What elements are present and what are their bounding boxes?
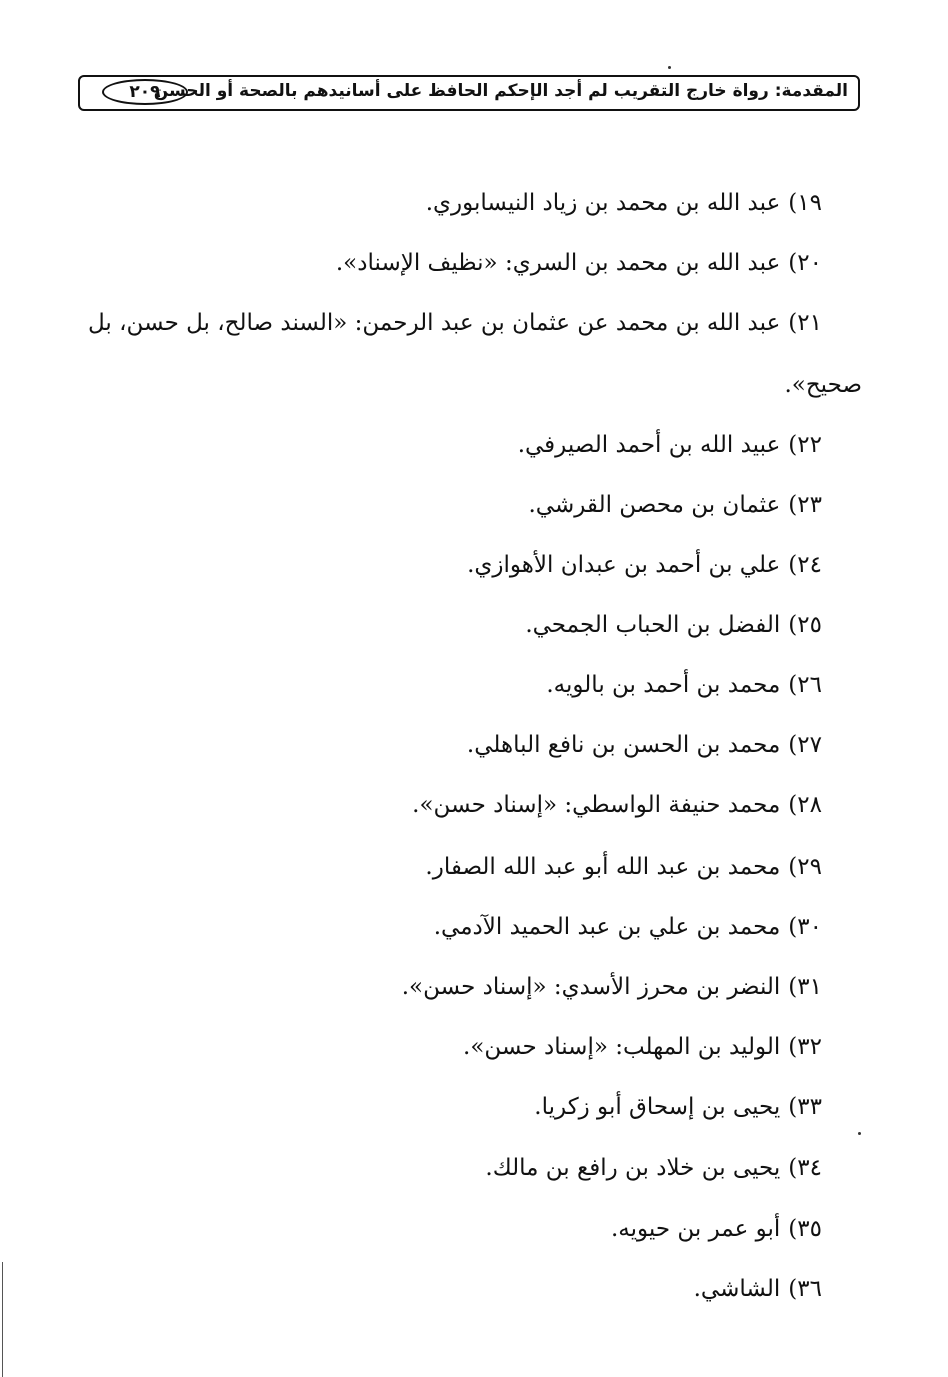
item-number: ٢٤) <box>788 552 822 578</box>
item-number: ٢٩) <box>788 854 822 880</box>
item-text: محمد بن علي بن عبد الحميد الآدمي. <box>433 914 781 940</box>
list-item <box>426 190 822 216</box>
list-item <box>336 250 822 276</box>
header-title: المقدمة: رواة خارج التقريب لم أجد الإحكم الحافظ على أسانيدهم بالصحة أو الحسن <box>153 81 848 101</box>
item-number: ٢٠) <box>788 250 822 276</box>
item-text: يحيى بن خلاد بن رافع بن مالك. <box>485 1155 781 1181</box>
item-text: محمد حنيفة الواسطي: «إسناد حسن». <box>412 792 781 818</box>
list-item-continuation: صحيح». <box>784 372 862 398</box>
list-item <box>402 974 822 1000</box>
item-number: ٢٥) <box>788 612 822 638</box>
item-text: الفضل بن الحباب الجمحي. <box>525 612 781 638</box>
scan-speck <box>858 1132 861 1135</box>
item-text: الشاشي. <box>693 1276 781 1302</box>
item-text: محمد بن أحمد بن بالويه. <box>546 672 781 698</box>
item-number: ٢٧) <box>788 732 822 758</box>
list-item <box>434 914 822 940</box>
list-item <box>525 612 822 638</box>
list-item <box>412 792 822 818</box>
item-text: محمد بن الحسن بن نافع الباهلي. <box>466 732 781 758</box>
item-number: ٢٦) <box>788 672 822 698</box>
list-item <box>425 854 822 880</box>
item-text: محمد بن عبد الله أبو عبد الله الصفار. <box>425 854 781 880</box>
item-number: ١٩) <box>788 190 822 216</box>
item-number: ٢٣) <box>788 492 822 518</box>
page-number: ٢٠٩ <box>102 79 188 105</box>
item-text: عثمان بن محصن القرشي. <box>528 492 781 518</box>
item-number: ٣٠) <box>788 914 822 940</box>
item-number: ٣٤) <box>788 1155 822 1181</box>
item-text: النضر بن محرز الأسدي: «إسناد حسن». <box>401 974 781 1000</box>
item-text: يحيى بن إسحاق أبو زكريا. <box>534 1094 781 1120</box>
scan-speck <box>668 66 671 69</box>
item-number: ٣٥) <box>788 1216 822 1242</box>
item-number: ٢١) <box>788 310 822 336</box>
item-text: عبيد الله بن أحمد الصيرفي. <box>517 432 781 458</box>
list-item <box>518 432 822 458</box>
list-item <box>546 672 822 698</box>
list-item <box>88 310 822 336</box>
item-number: ٣٦) <box>788 1276 822 1302</box>
list-item <box>528 492 822 518</box>
list-item <box>463 1034 822 1060</box>
list-item <box>534 1094 822 1120</box>
item-number: ٣٣) <box>788 1094 822 1120</box>
item-text: عبد الله بن محمد عن عثمان بن عبد الرحمن: «السند صالح، بل حسن، بل <box>88 310 781 336</box>
list-item <box>467 732 822 758</box>
item-text: عبد الله بن محمد بن زياد النيسابوري. <box>425 190 781 216</box>
scan-edge-line <box>2 1262 3 1377</box>
item-text: علي بن أحمد بن عبدان الأهوازي. <box>467 552 781 578</box>
item-text: أبو عمر بن حيويه. <box>610 1216 781 1242</box>
list-item <box>467 552 822 578</box>
list-item <box>485 1155 822 1181</box>
list-item <box>611 1216 822 1242</box>
item-text: الوليد بن المهلب: «إسناد حسن». <box>463 1034 781 1060</box>
item-text: عبد الله بن محمد بن السري: «نظيف الإسناد». <box>335 250 781 276</box>
item-number: ٣٢) <box>788 1034 822 1060</box>
list-item <box>694 1276 822 1302</box>
item-number: ٢٢) <box>788 432 822 458</box>
item-number: ٣١) <box>788 974 822 1000</box>
item-number: ٢٨) <box>788 792 822 818</box>
